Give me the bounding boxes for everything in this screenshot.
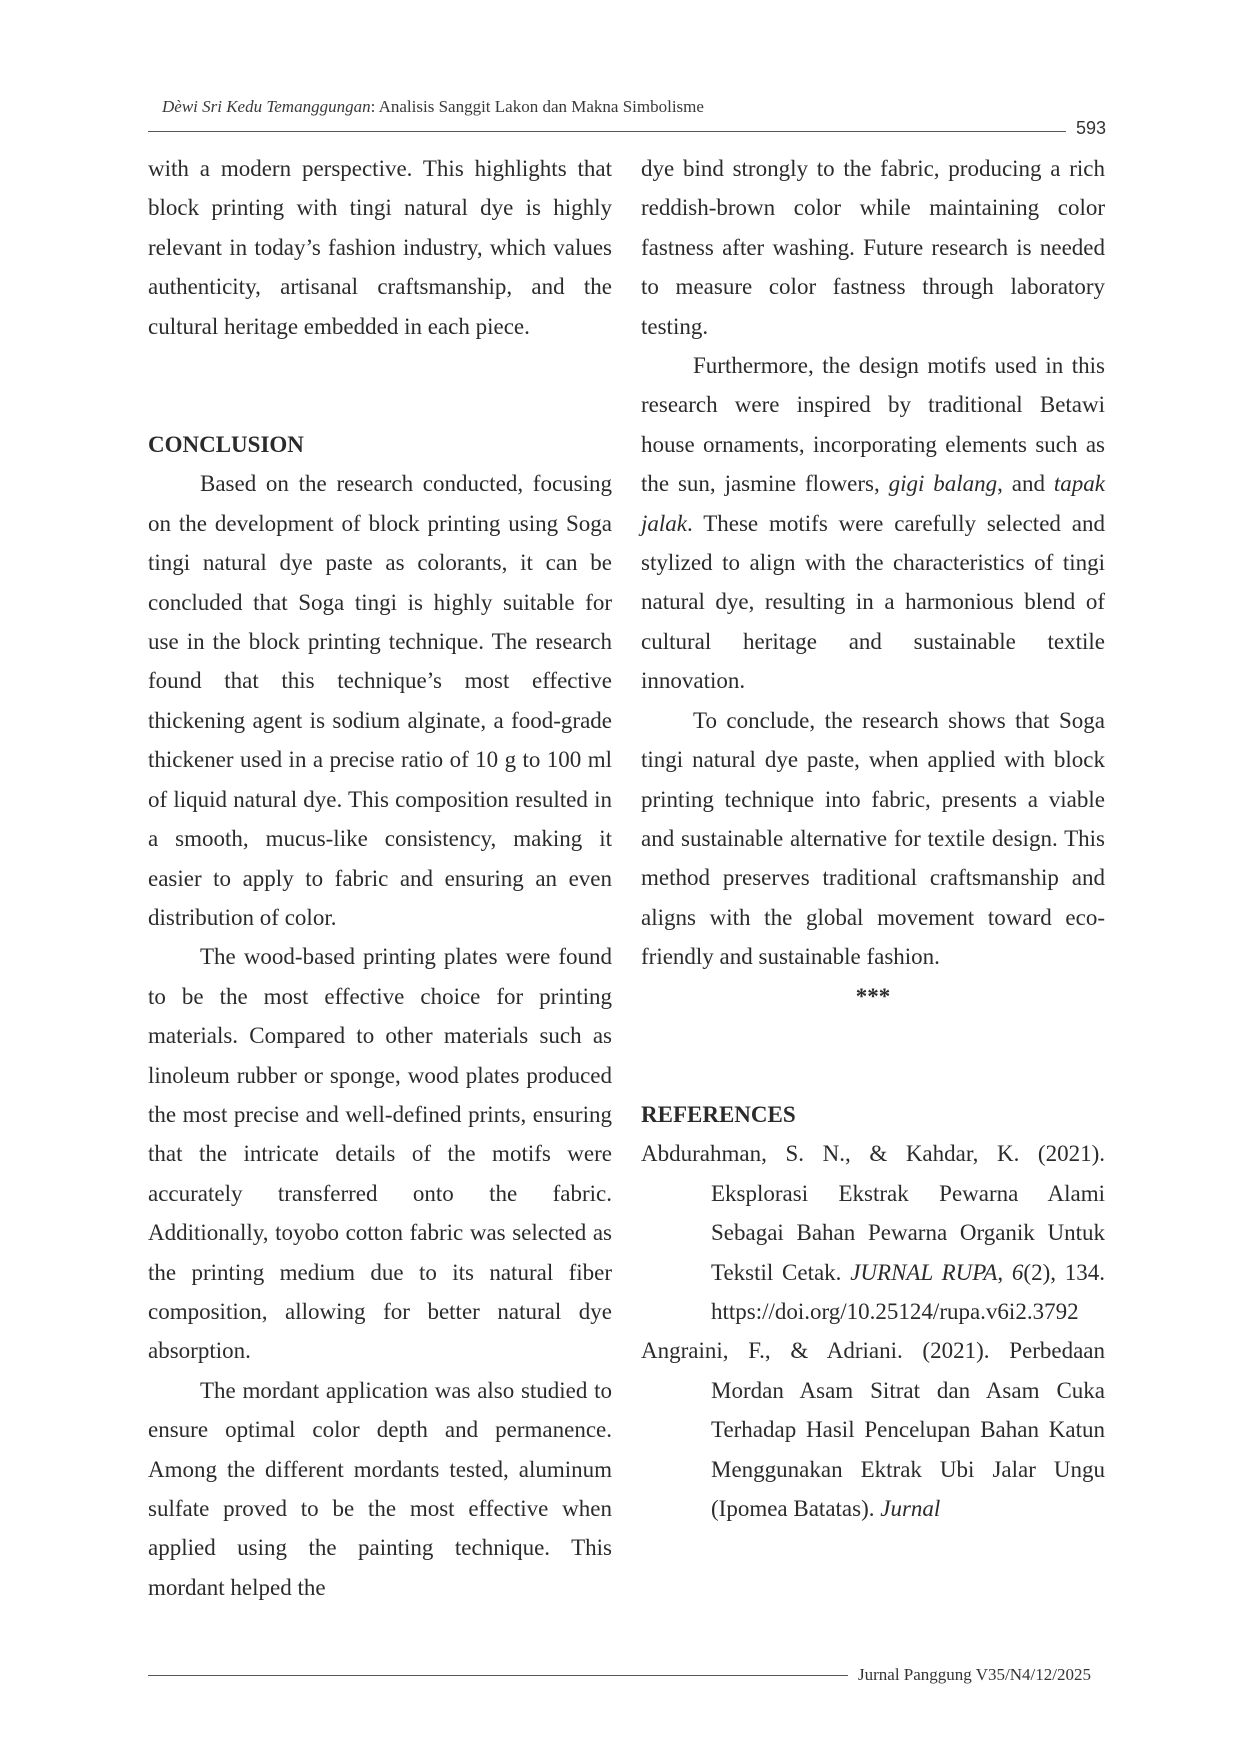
page-number: 593 [1076, 118, 1107, 138]
left-column [148, 149, 612, 1607]
motif-tapak-jalak: tapak jalak [641, 471, 1105, 536]
reference-text: Angraini, F., & Adriani. (2021). Perbedaan Mordan Asam Sitrat dan Asam Cuka Terhadap Hasil Pencelupan Bahan Katun Menggunakan Ektrak Ubi Jalar Ungu (Ipomea Batatas). [641, 1338, 1105, 1521]
motifs-text-mid: , and [997, 471, 1054, 497]
motifs-paragraph [641, 346, 1105, 701]
section-spacer [148, 346, 612, 425]
conclusion-paragraph-3: The mordant application was also studied to ensure optimal color depth and permanence. Among the different mordants tested, aluminum sulfate proved to be the most effective when applied using the painting technique. This mordant helped the [148, 1377, 612, 1600]
reference-text: , [997, 1259, 1012, 1285]
reference-journal: JURNAL RUPA [850, 1259, 998, 1285]
conclusion-heading: CONCLUSION [148, 432, 304, 458]
footer-journal-issue: Jurnal Panggung V35/N4/12/2025 [858, 1665, 1091, 1684]
right-column [641, 149, 1105, 1528]
section-spacer [641, 1016, 1105, 1095]
reference-text: Abdurahman, S. N., & Kahdar, K. (2021). Eksplorasi Ekstrak Pewarna Alami Sebagai Bahan Pewarna Organik Untuk Tekstil Cetak. [641, 1141, 1105, 1285]
conclusion-paragraph-1: Based on the research conducted, focusing on the development of block printing using Soga tingi natural dye paste as colorants, it can be concluded that Soga tingi is highly suitable for use in the block printing technique. The research found that this technique’s most effective thickening agent is sodium alginate, a food-grade thickener used in a precise ratio of 10 g to 100 ml of liquid natural dye. This composition resulted in a smooth, mucus-like consistency, making it easier to apply to fabric and ensuring an even distribution of color. [148, 471, 612, 930]
paragraph-continued: dye bind strongly to the fabric, producing a rich reddish-brown color while maintaining color fastness after washing. Future research is needed to measure color fastness through laboratory testing. [641, 156, 1105, 339]
reference-text: (2), 134. https://doi.org/10.25124/rupa.v6i2.3792 [711, 1259, 1106, 1324]
motif-gigi-balang: gigi balang [888, 471, 998, 497]
running-title-rest: : Analisis Sanggit Lakon dan Makna Simbolisme [370, 97, 704, 116]
section-separator: *** [855, 983, 891, 1009]
footer-rule [148, 1675, 848, 1676]
header-rule [148, 131, 1066, 132]
final-paragraph: To conclude, the research shows that Soga tingi natural dye paste, when applied with block printing technique into fabric, presents a viable and sustainable alternative for textile design. This method preserves traditional craftsmanship and aligns with the global movement toward eco-friendly and sustainable fashion. [641, 707, 1105, 970]
references-heading: REFERENCES [641, 1101, 796, 1127]
reference-volume: 6 [1011, 1259, 1024, 1285]
motifs-text-after: . These motifs were carefully selected and stylized to align with the characteristics of tingi natural dye, resulting in a harmonious blend of cultural heritage and sustainable textile innovation. [641, 510, 1105, 694]
reference-journal: Jurnal [880, 1495, 941, 1521]
running-head [162, 97, 704, 117]
motifs-text-before: Furthermore, the design motifs used in this research were inspired by traditional Betawi house ornaments, incorporating elements such as the sun, jasmine flowers, [641, 353, 1105, 497]
running-title-italic: Dèwi Sri Kedu Temanggungan [162, 97, 371, 116]
paragraph-continued: with a modern perspective. This highlights that block printing with tingi natural dye is highly relevant in today’s fashion industry, which values authenticity, artisanal craftsmanship, and the cultural heritage embedded in each piece. [148, 156, 612, 339]
reference-entry [641, 1331, 1105, 1528]
conclusion-paragraph-2: The wood-based printing plates were found to be the most effective choice for printing materials. Compared to other materials such as linoleum rubber or sponge, wood plates produced the most precise and well-defined prints, ensuring that the intricate details of the motifs were accurately transferred onto the fabric. Additionally, toyobo cotton fabric was selected as the printing medium due to its natural fiber composition, allowing for better natural dye absorption. [148, 944, 612, 1364]
reference-entry [641, 1134, 1105, 1331]
